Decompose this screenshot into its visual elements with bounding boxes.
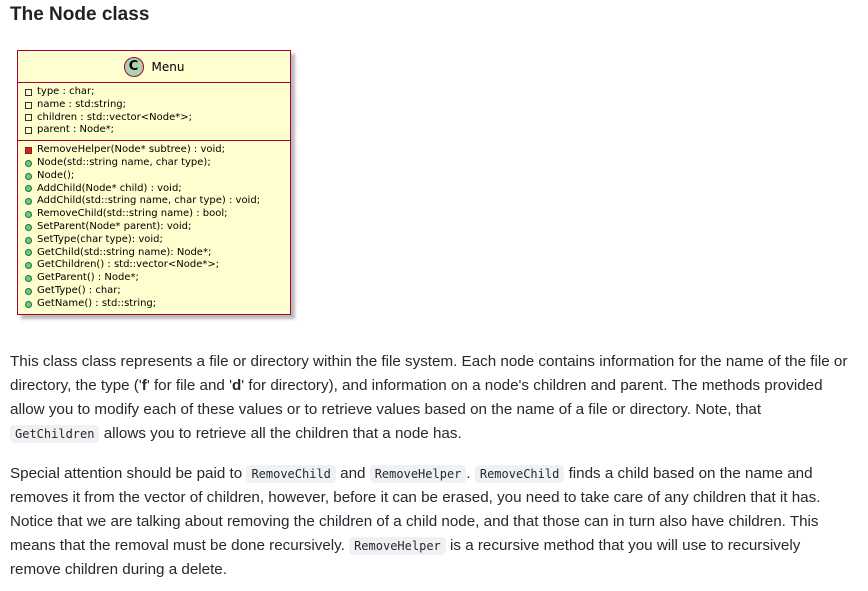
public-method-icon [25,275,32,282]
inline-code-removechild: RemoveChild [475,465,564,483]
uml-field [25,99,290,112]
description-paragraph-1 [10,350,850,446]
uml-method [25,247,290,260]
private-field-icon [25,102,32,109]
public-method-icon [25,301,32,308]
uml-method-text: SetParent(Node* parent): void; [37,220,192,232]
public-method-icon [25,237,32,244]
paragraph-text: Special attention should be paid to [10,465,247,482]
uml-field-text: children : std::vector<Node*>; [37,111,193,123]
uml-method [25,234,290,247]
uml-field-text: parent : Node*; [37,124,114,136]
uml-field [25,86,290,99]
uml-field-text: type : char; [37,86,95,97]
uml-method-text: Node(); [37,169,75,181]
bold-directory-letter: d [231,377,242,394]
private-field-icon [25,89,32,96]
uml-method [25,170,290,183]
uml-method-text: SetType(char type): void; [37,233,163,245]
inline-code-removechild: RemoveChild [246,465,335,483]
section-heading: The Node class [10,4,150,25]
private-field-icon [25,114,32,121]
uml-class-header [18,51,290,83]
public-method-icon [25,198,32,205]
paragraph-text: ' for file and ' [146,377,232,394]
inline-code-getchildren: GetChildren [10,425,99,443]
public-method-icon [25,173,32,180]
uml-method-text: GetChild(std::string name): Node*; [37,246,212,258]
uml-method [25,272,290,285]
inline-code-removehelper: RemoveHelper [349,537,446,555]
uml-method [25,259,290,272]
paragraph-text: and [335,465,370,482]
uml-class-diagram [17,50,291,315]
private-field-icon [25,127,32,134]
inline-code-removehelper: RemoveHelper [370,465,467,483]
uml-method-text: RemoveChild(std::string name) : bool; [37,208,228,220]
uml-fields-section [18,83,290,141]
paragraph-text: This class class represents a file or directory within the file system. Each node contains information for the name of the file or directory, the type (' [10,353,848,394]
public-method-icon [25,224,32,231]
private-method-icon [25,147,32,154]
uml-method-text: GetName() : std::string; [37,297,157,309]
uml-method-text: AddChild(std::string name, char type) : void; [37,195,261,207]
bold-file-letter: f [141,377,147,394]
uml-method-text: AddChild(Node* child) : void; [37,182,182,194]
uml-method [25,221,290,234]
uml-method [25,298,290,311]
uml-method [25,183,290,196]
public-method-icon [25,211,32,218]
public-method-icon [25,160,32,167]
uml-method-text: GetParent() : Node*; [37,272,139,284]
uml-method [25,144,290,157]
uml-method-text: Node(std::string name, char type); [37,156,211,168]
uml-method-text: GetChildren() : std::vector<Node*>; [37,259,220,271]
uml-method [25,195,290,208]
uml-methods-section [18,141,290,313]
description-paragraph-2 [10,462,850,582]
uml-method [25,157,290,170]
paragraph-text: finds a child based on the name and removes it from the vector of children, however, before it can be erased, you need to take care of any children that it has. Notice that we are talking about removing the children of a child node, and that those can in turn also have children. This means that the removal must be done recursively. [10,465,821,554]
uml-method [25,208,290,221]
paragraph-text: allows you to retrieve all the children that a node has. [99,425,462,442]
uml-field [25,112,290,125]
uml-field [25,124,290,137]
public-method-icon [25,262,32,269]
uml-method [25,285,290,298]
paragraph-text: ' for directory), and information on a node's children and parent. The methods provided allow you to modify each of these values or to retrieve values based on the name of a file or directory. Note, that [10,377,823,418]
paragraph-text: is a recursive method that you will use to recursively remove children during a delete. [10,537,801,578]
public-method-icon [25,249,32,256]
paragraph-text: . [466,465,475,482]
public-method-icon [25,288,32,295]
uml-class-name: Menu [151,59,185,74]
public-method-icon [25,185,32,192]
uml-method-text: GetType() : char; [37,284,121,296]
uml-field-text: name : std:string; [37,98,127,110]
uml-method-text: RemoveHelper(Node* subtree) : void; [37,144,225,156]
class-c-icon: C [124,57,144,77]
